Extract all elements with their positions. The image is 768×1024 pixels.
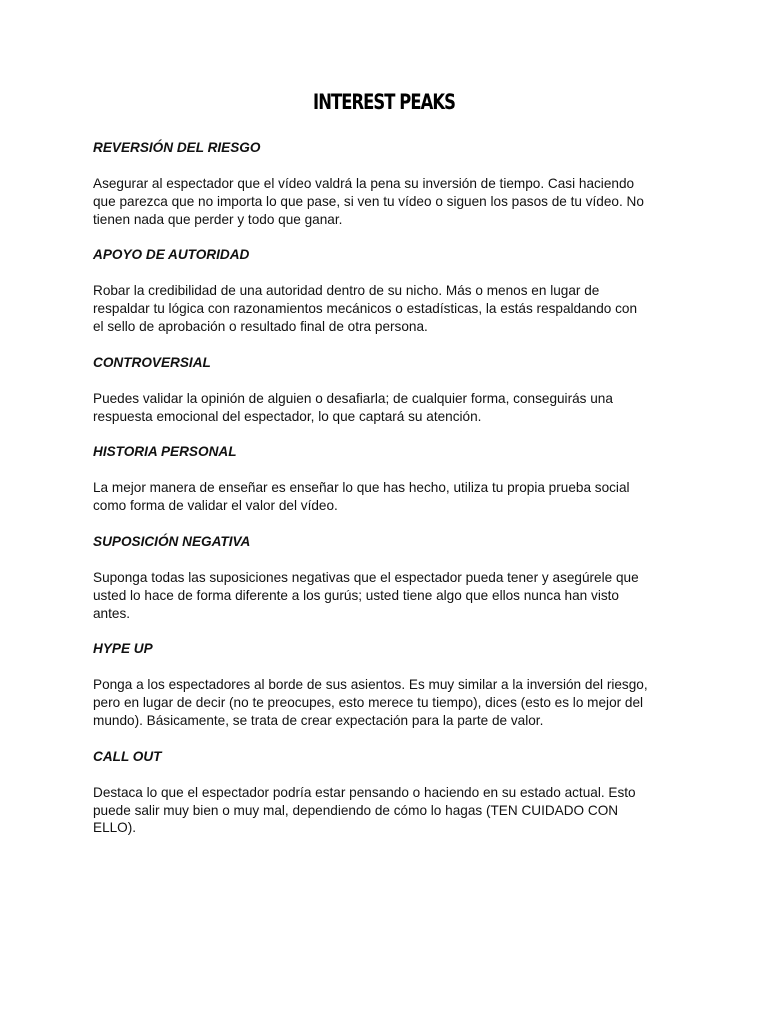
section-body: La mejor manera de enseñar es enseñar lo que has hecho, utiliza tu propia prueba social como forma de validar el valor del vídeo. bbox=[93, 480, 630, 514]
section-controversial bbox=[93, 354, 683, 426]
section-heading: HISTORIA PERSONAL bbox=[93, 444, 237, 460]
section-heading: HYPE UP bbox=[93, 641, 153, 657]
section-call-out bbox=[93, 748, 683, 837]
section-historia-personal bbox=[93, 443, 683, 515]
section-body: Puedes validar la opinión de alguien o desafiarla; de cualquier forma, conseguirás una respuesta emocional del espectador, lo que captará su atención. bbox=[93, 390, 613, 424]
section-body: Suponga todas las suposiciones negativas que el espectador pueda tener y asegúrele que usted lo hace de forma diferente a los gurús; usted tiene algo que ellos nunca han visto antes. bbox=[93, 569, 639, 621]
section-heading: APOYO DE AUTORIDAD bbox=[93, 247, 250, 263]
section-body: Asegurar al espectador que el vídeo valdrá la pena su inversión de tiempo. Casi haciendo que parezca que no importa lo que pase, si ven tu vídeo o siguen los pasos de tu vídeo. No tienen nada que perder y todo que ganar. bbox=[93, 176, 644, 227]
section-body: Destaca lo que el espectador podría estar pensando o haciendo en su estado actual. Esto puede salir muy bien o muy mal, dependiendo de cómo lo hagas (TEN CUIDADO CON ELLO). bbox=[93, 784, 636, 836]
section-heading: REVERSIÓN DEL RIESGO bbox=[93, 140, 261, 155]
section-heading: SUPOSICIÓN NEGATIVA bbox=[93, 533, 251, 549]
document-content bbox=[93, 139, 683, 855]
section-heading: CONTROVERSIAL bbox=[93, 354, 211, 370]
document-title: INTEREST PEAKS bbox=[313, 90, 455, 114]
section-reversion-del-riesgo bbox=[93, 139, 683, 228]
section-heading: CALL OUT bbox=[93, 748, 162, 764]
section-hype-up bbox=[93, 640, 683, 729]
section-suposicion-negativa bbox=[93, 533, 683, 622]
section-apoyo-de-autoridad bbox=[93, 246, 683, 335]
section-body: Robar la credibilidad de una autoridad dentro de su nicho. Más o menos en lugar de respaldar tu lógica con razonamientos mecánicos o estadísticas, la estás respaldando con el sello de aprobación o resultado final de otra persona. bbox=[93, 283, 638, 334]
section-body: Ponga a los espectadores al borde de sus asientos. Es muy similar a la inversión del riesgo, pero en lugar de decir (no te preocupes, esto merece tu tiempo), dices (esto es lo mejor del mundo). Básicamente, se trata de crear expectación para la parte de valor. bbox=[93, 677, 648, 728]
